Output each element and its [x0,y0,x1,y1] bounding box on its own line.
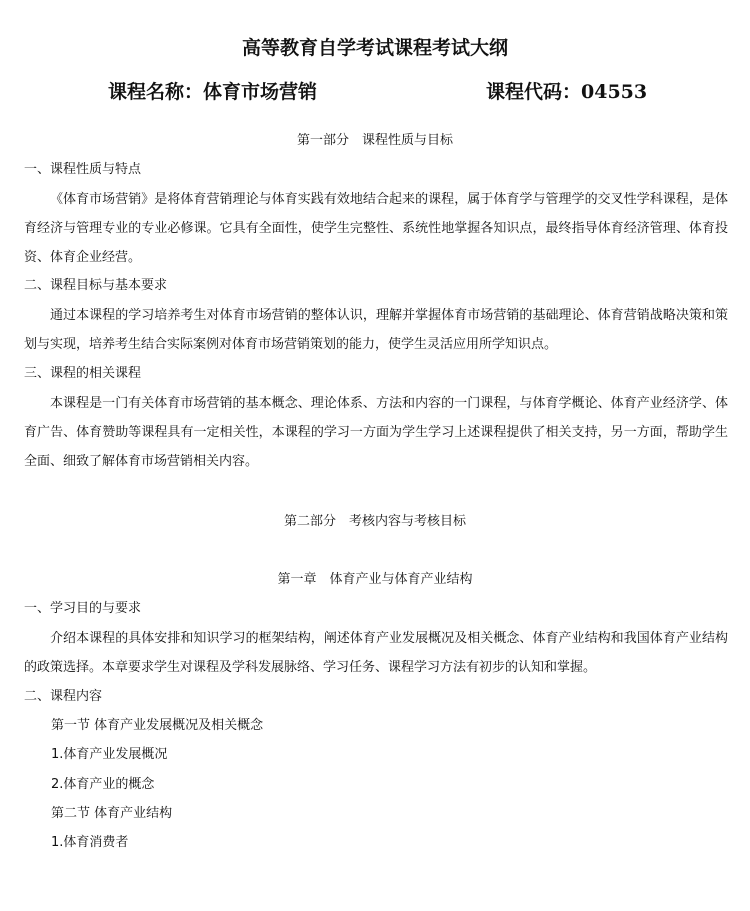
course-name: 课程名称：体育市场营销 [108,81,318,103]
paragraph-goals: 通过本课程的学习培养考生对体育市场营销的整体认识，理解并掌握体育市场营销的基础理论、体育营销战略决策和策划与实现，培养考生结合实际案例对体育市场营销策划的能力，使学生灵活应用所学知识点。 [24,308,728,352]
chapter1-title: 第一章 体育产业与体育产业结构 [277,572,473,587]
list-item: 1.体育消费者 [51,835,129,850]
part2-title: 第二部分 考核内容与考核目标 [283,514,466,529]
section-heading-purpose: 一、学习目的与要求 [24,601,142,616]
subsection-2: 第二节 体育产业结构 [51,806,173,821]
list-item: 2.体育产业的概念 [51,777,155,792]
document-title: 高等教育自学考试课程考试大纲 [241,37,508,59]
paragraph-purpose: 介绍本课程的具体安排和知识学习的框架结构，阐述体育产业发展概况及相关概念、体育产业结构和我国体育产业结构的政策选择。本章要求学生对课程及学科发展脉络、学习任务、课程学习方法有初步的认知和掌握。 [24,631,728,675]
section-heading-nature: 一、课程性质与特点 [24,162,142,177]
course-code: 课程代码：04553 [486,81,648,103]
section-heading-related: 三、课程的相关课程 [24,366,142,381]
subsection-1: 第一节 体育产业发展概况及相关概念 [51,718,264,733]
list-item: 1.体育产业发展概况 [51,747,168,762]
part1-title: 第一部分 课程性质与目标 [296,133,453,148]
paragraph-related: 本课程是一门有关体育市场营销的基本概念、理论体系、方法和内容的一门课程，与体育学概论、体育产业经济学、体育广告、体育赞助等课程具有一定相关性，本课程的学习一方面为学生学习上述课程提供了相关支持，另一方面，帮助学生全面、细致了解体育市场营销相关内容。 [24,396,728,469]
section-heading-goals: 二、课程目标与基本要求 [24,278,168,293]
paragraph-nature: 《体育市场营销》是将体育营销理论与体育实践有效地结合起来的课程，属于体育学与管理学的交叉性学科课程，是体育经济与管理专业的专业必修课。它具有全面性，使学生完整性、系统性地掌握各知识点，最终指导体育经济管理、体育投资、体育企业经营。 [24,192,728,265]
section-heading-content: 二、课程内容 [24,689,103,704]
